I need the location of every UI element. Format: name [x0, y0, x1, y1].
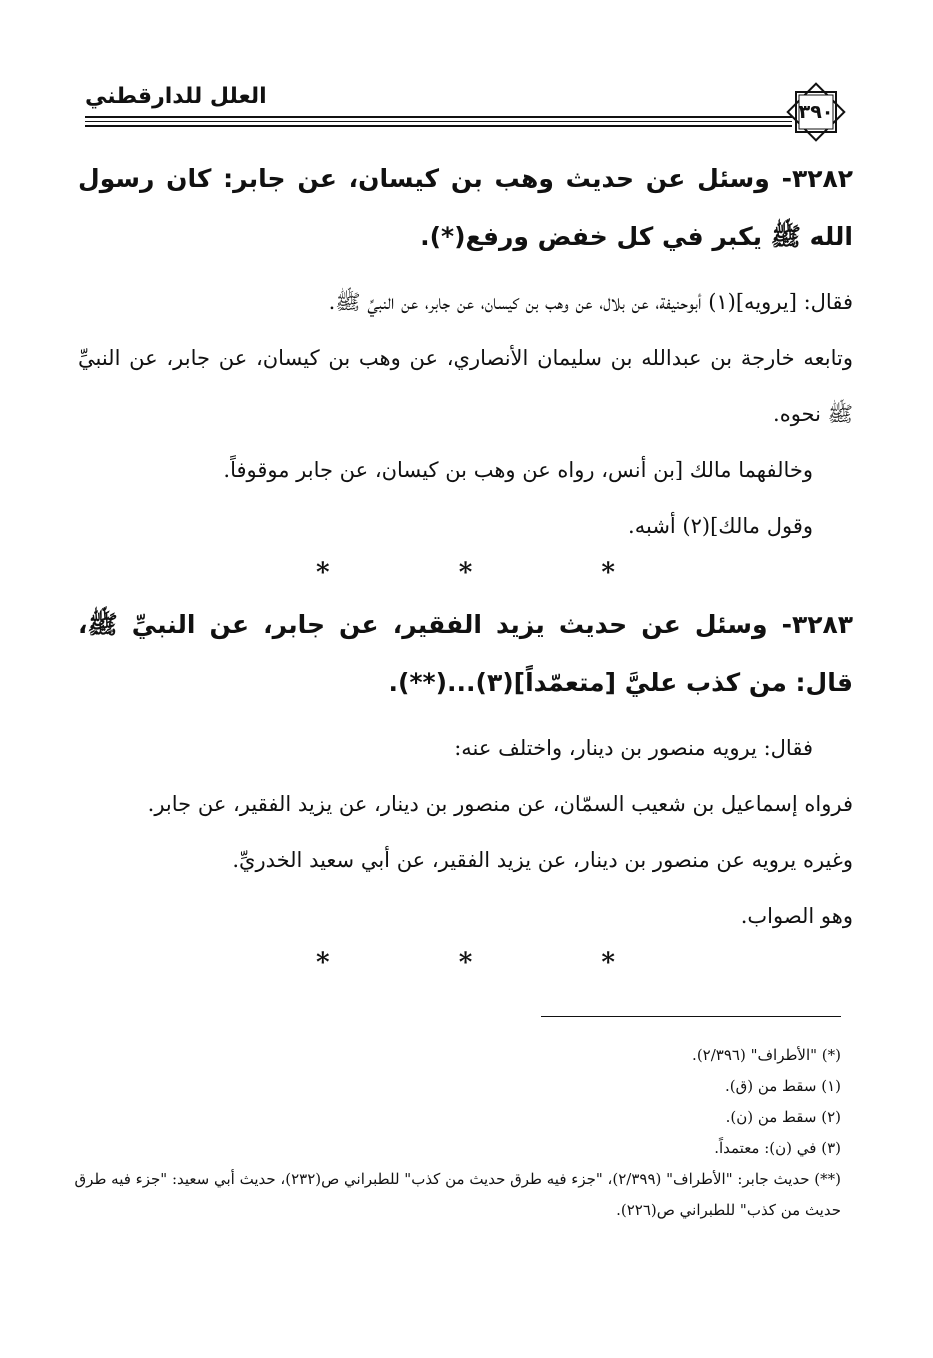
paragraph: فقال: [يرويه](١) أبوحنيفة، عن بلال، عن وهب بن كيسان، عن جابر، عن النبيِّ ﷺ. [328, 290, 853, 314]
page-number: ٣٩٠ [798, 101, 834, 123]
header-rule [85, 116, 792, 118]
paragraph: وخالفهما مالك [بن أنس، رواه عن وهب بن كيسان، عن جابر موقوفاً. [223, 458, 813, 482]
paragraph: وقول مالك](٢) أشبه. [628, 514, 813, 538]
running-title: العلل للدارقطني [85, 84, 267, 109]
footnotes [68, 1040, 841, 1226]
footnote: (**) حديث جابر: "الأطراف" (٢/٣٩٩)، "جزء فيه طرق حديث من كذب" للطبراني ص(٢٣٢)، حديث أبي سعيد: "جزء فيه طرق حديث من كذب" للطبراني ص(٢٢٦). [74, 1170, 841, 1219]
page-header [85, 70, 848, 140]
entry-title: ٣٢٨٣- وسئل عن حديث يزيد الفقير، عن جابر، عن النبيِّ ﷺ، قال: من كذب عليَّ [متعمّداً](٣)...(**). [78, 610, 853, 697]
paragraph: وتابعه خارجة بن عبدالله بن سليمان الأنصاري، عن وهب بن كيسان، عن جابر، عن النبيِّ ﷺ نحوه. [78, 346, 853, 426]
footnote: (*) "الأطراف" (٢/٣٩٦). [692, 1046, 841, 1064]
footnote: (٣) في (ن): معتمداً. [714, 1139, 841, 1157]
header-rule [85, 125, 792, 127]
paragraph: وهو الصواب. [740, 904, 853, 928]
section-separator: * * * [316, 558, 675, 588]
header-rule [85, 121, 792, 122]
paragraph: فقال: يرويه منصور بن دينار، واختلف عنه: [454, 736, 813, 760]
entry-title: ٣٢٨٢- وسئل عن حديث وهب بن كيسان، عن جابر: كان رسول الله ﷺ يكبر في كل خفض ورفع(*). [78, 164, 853, 251]
footnote: (٢) سقط من (ن). [725, 1108, 841, 1126]
section-separator: * * * [316, 948, 675, 978]
page-number-badge [784, 80, 848, 144]
paragraph: وغيره يرويه عن منصور بن دينار، عن يزيد الفقير، عن أبي سعيد الخدريِّ. [232, 848, 853, 872]
footnote: (١) سقط من (ق). [724, 1077, 841, 1095]
main-text [78, 150, 853, 986]
footnote-separator [541, 1016, 841, 1017]
paragraph: فرواه إسماعيل بن شعيب السمّان، عن منصور بن دينار، عن يزيد الفقير، عن جابر. [147, 792, 853, 816]
